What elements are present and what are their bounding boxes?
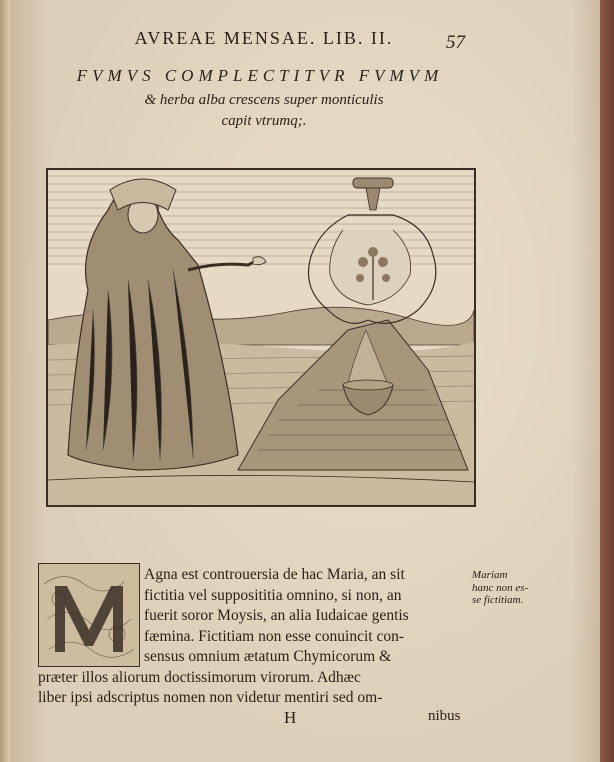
body-line-3: fuerit soror Moysis, an alia Iudaicae gentis (144, 607, 409, 624)
page-number: 57 (446, 32, 465, 53)
body-line-1: Agna est controuersia de hac Maria, an sit (144, 566, 405, 583)
margin-note-line-3: se fictitiam. (472, 594, 524, 606)
emblem-subtitle-line-1: & herba alba crescens super monticulis (144, 92, 384, 108)
body-text (38, 565, 478, 709)
body-line-6: præter illos aliorum doctissimorum virorum. Adhæc (38, 668, 361, 686)
signature-mark: H (284, 708, 297, 727)
body-line-4: fæmina. Fictitiam non esse conuincit con- (144, 627, 405, 645)
emblem-subtitle-line-2: capit vtrumq;. (221, 113, 307, 129)
engraving-illustration (46, 168, 476, 507)
book-edge (600, 0, 614, 762)
engraving-drawing (48, 170, 474, 505)
margin-note-line-1: Mariam (472, 569, 508, 581)
body-line-5: sensus omnium ætatum Chymicorum & (144, 648, 392, 665)
margin-note (472, 569, 534, 607)
body-line-7: liber ipsi adscriptus nomen non videtur mentiri sed om- (38, 689, 383, 706)
emblem-title: FVMVS COMPLECTITVR FVMVM (76, 66, 444, 85)
left-page-fold (0, 0, 14, 762)
body-line-2: fictitia vel supposititia omnino, si non, an (144, 586, 402, 604)
running-head: AVREAE MENSAE. LIB. II. (134, 28, 394, 48)
margin-note-line-2: hanc non es- (472, 581, 529, 594)
book-page (14, 0, 600, 762)
catchword: nibus (428, 708, 461, 724)
